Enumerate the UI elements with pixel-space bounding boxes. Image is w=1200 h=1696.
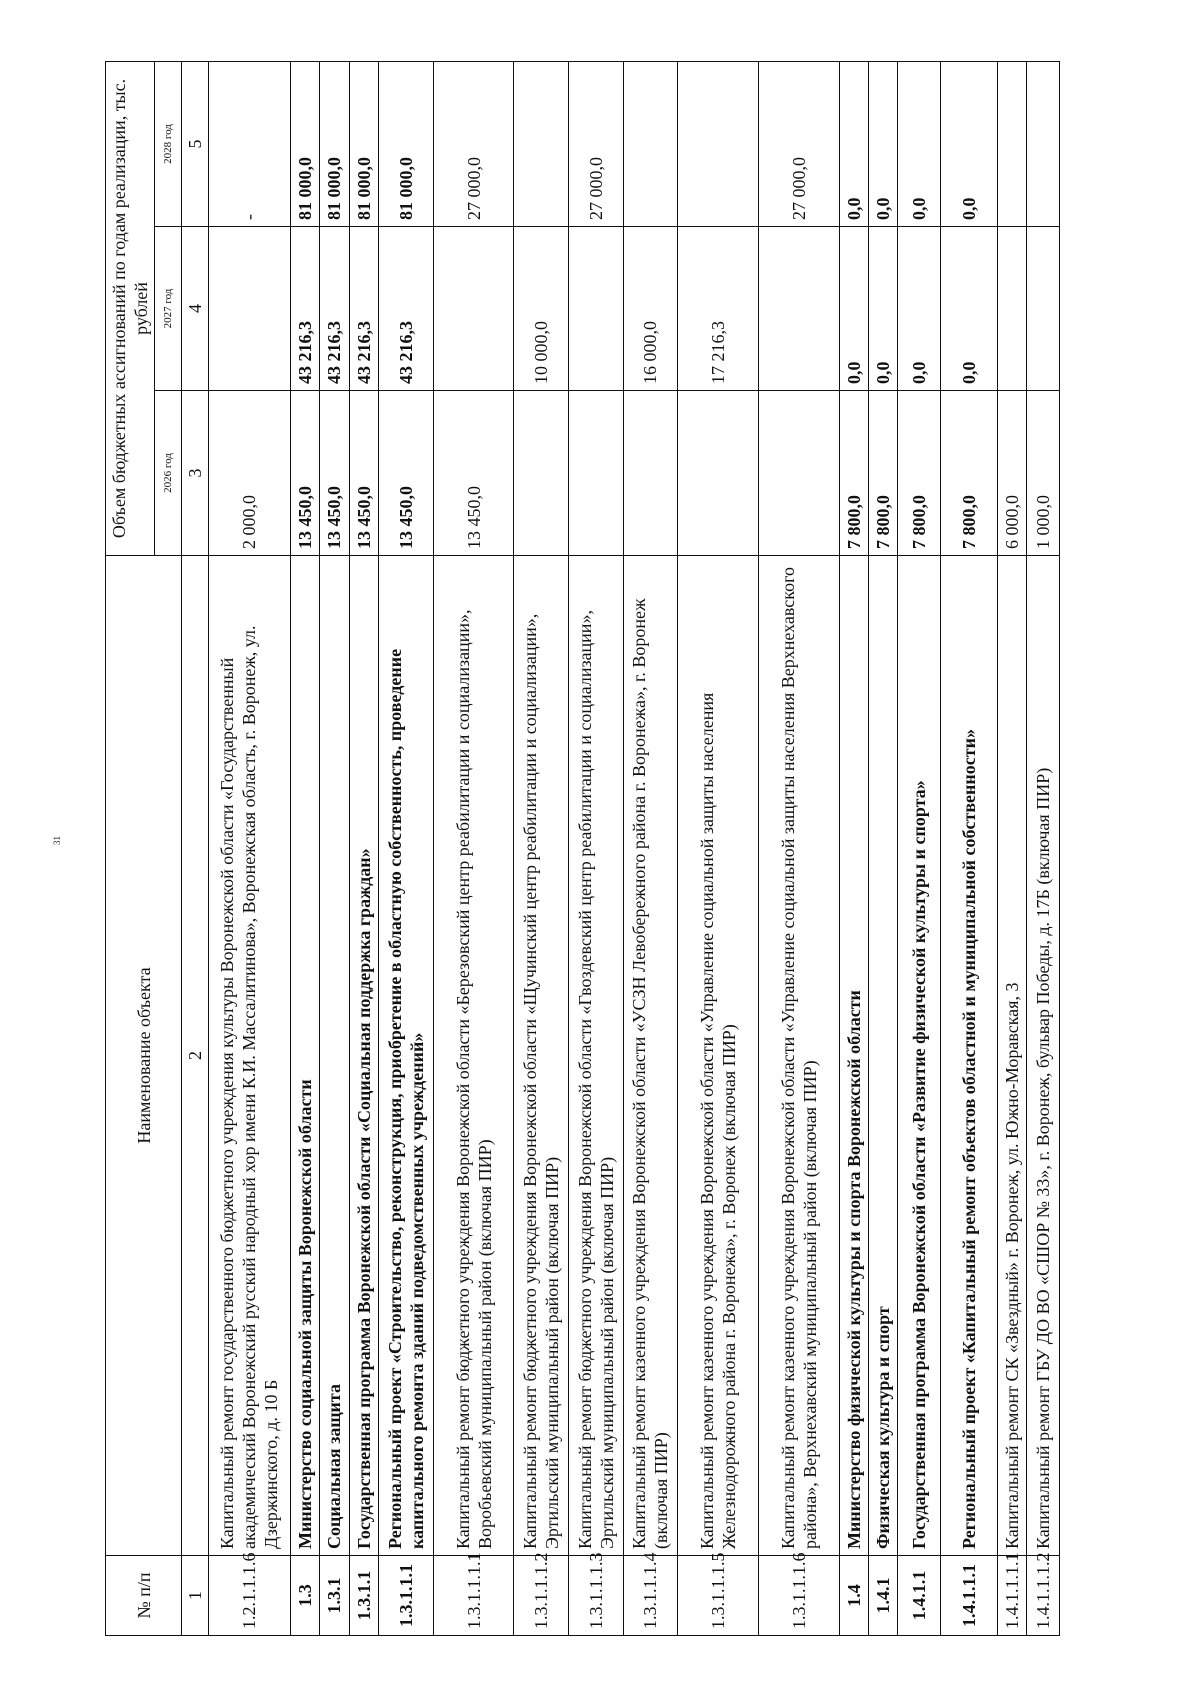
row-number: 1.3.1.1.1.6 bbox=[758, 1556, 839, 1636]
row-value-2026: 7 800,0 bbox=[839, 391, 868, 556]
row-object-name: Капитальный ремонт СК «Звездный» г. Воронеж, ул. Южно-Моравская, 3 bbox=[997, 556, 1026, 1556]
table-row bbox=[320, 62, 349, 1636]
row-object-name: Капитальный ремонт казенного учреждения Воронежской области «Управление социальной защиты населения Верхнехавского района», Верхнехавский муниципальный район (включая ПИР) bbox=[758, 556, 839, 1556]
row-value-2028: 0,0 bbox=[898, 62, 941, 227]
table-body bbox=[209, 62, 1060, 1636]
row-number: 1.3.1 bbox=[320, 1556, 349, 1636]
row-value-2028: 81 000,0 bbox=[290, 62, 319, 227]
row-value-2028: 81 000,0 bbox=[320, 62, 349, 227]
row-value-2027: 43 216,3 bbox=[379, 227, 434, 391]
table-row bbox=[379, 62, 434, 1636]
row-value-2027: 43 216,3 bbox=[320, 227, 349, 391]
row-value-2026 bbox=[678, 391, 759, 556]
row-value-2027: 43 216,3 bbox=[290, 227, 319, 391]
table-row bbox=[758, 62, 839, 1636]
row-value-2026: 7 800,0 bbox=[898, 391, 941, 556]
row-object-name: Капитальный ремонт бюджетного учреждения Воронежской области «Березовский центр реабилитации и социализации», Воробьевский муниципальный район (включая ПИР) bbox=[433, 556, 514, 1556]
row-value-2028 bbox=[514, 62, 569, 227]
row-number: 1.4.1.1.1.2 bbox=[1027, 1556, 1060, 1636]
row-value-2026: 13 450,0 bbox=[379, 391, 434, 556]
row-value-2027 bbox=[1027, 227, 1060, 391]
row-number: 1.3.1.1.1.2 bbox=[514, 1556, 569, 1636]
table-row bbox=[349, 62, 378, 1636]
row-object-name: Капитальный ремонт государственного бюджетного учреждения культуры Воронежской области «Государственный академический Воронежский русский народный хор имени К.И. Массалитинова», Воронежская область, г. Воронеж, ул. Дзержинского, д. 10 Б bbox=[209, 556, 291, 1556]
row-object-name: Капитальный ремонт бюджетного учреждения Воронежской области «Гвоздевский центр реабилитации и социализации», Эртильский муниципальный район (включая ПИР) bbox=[569, 556, 624, 1556]
header-year-2027: 2027 год bbox=[155, 227, 182, 391]
row-value-2027 bbox=[997, 227, 1026, 391]
row-value-2027: 0,0 bbox=[898, 227, 941, 391]
row-object-name: Государственная программа Воронежской области «Развитие физической культуры и спорта» bbox=[898, 556, 941, 1556]
row-value-2027: 0,0 bbox=[941, 227, 998, 391]
row-value-2028 bbox=[1027, 62, 1060, 227]
table-row bbox=[839, 62, 868, 1636]
budget-allocation-table bbox=[105, 61, 1060, 1636]
row-number: 1.3.1.1 bbox=[349, 1556, 378, 1636]
table-row bbox=[569, 62, 624, 1636]
table-row bbox=[514, 62, 569, 1636]
row-object-name: Капитальный ремонт казенного учреждения Воронежской области «Управление социальной защиты населения Железнодорожного района г. Воронежа», г. Воронеж (включая ПИР) bbox=[678, 556, 759, 1556]
row-value-2027: 16 000,0 bbox=[623, 227, 678, 391]
row-value-2026: 13 450,0 bbox=[349, 391, 378, 556]
row-value-2028 bbox=[623, 62, 678, 227]
row-value-2027: 10 000,0 bbox=[514, 227, 569, 391]
column-number: 3 bbox=[182, 391, 209, 556]
row-value-2028: - bbox=[209, 62, 291, 227]
row-value-2027: 17 216,3 bbox=[678, 227, 759, 391]
table-row bbox=[869, 62, 898, 1636]
table-row bbox=[678, 62, 759, 1636]
row-value-2026: 7 800,0 bbox=[941, 391, 998, 556]
row-number: 1.4 bbox=[839, 1556, 868, 1636]
row-value-2027 bbox=[433, 227, 514, 391]
row-value-2026: 13 450,0 bbox=[433, 391, 514, 556]
row-object-name: Государственная программа Воронежской области «Социальная поддержка граждан» bbox=[349, 556, 378, 1556]
row-value-2028: 81 000,0 bbox=[349, 62, 378, 227]
row-value-2026: 6 000,0 bbox=[997, 391, 1026, 556]
row-number: 1.4.1 bbox=[869, 1556, 898, 1636]
row-value-2027: 0,0 bbox=[839, 227, 868, 391]
row-number: 1.3.1.1.1.3 bbox=[569, 1556, 624, 1636]
row-value-2026 bbox=[514, 391, 569, 556]
row-number: 1.4.1.1 bbox=[898, 1556, 941, 1636]
table-row bbox=[433, 62, 514, 1636]
row-object-name: Социальная защита bbox=[320, 556, 349, 1556]
row-value-2028 bbox=[678, 62, 759, 227]
row-value-2028: 27 000,0 bbox=[433, 62, 514, 227]
table-row bbox=[997, 62, 1026, 1636]
row-value-2026 bbox=[623, 391, 678, 556]
row-value-2028: 0,0 bbox=[941, 62, 998, 227]
row-object-name: Физическая культура и спорт bbox=[869, 556, 898, 1556]
row-object-name: Министерство социальной защиты Воронежской области bbox=[290, 556, 319, 1556]
row-number: 1.2.1.1.1.6 bbox=[209, 1556, 291, 1636]
row-number: 1.3.1.1.1 bbox=[379, 1556, 434, 1636]
row-value-2028: 0,0 bbox=[869, 62, 898, 227]
row-value-2028: 81 000,0 bbox=[379, 62, 434, 227]
row-number: 1.3.1.1.1.5 bbox=[678, 1556, 759, 1636]
row-number: 1.4.1.1.1 bbox=[941, 1556, 998, 1636]
row-value-2027: 0,0 bbox=[869, 227, 898, 391]
row-object-name: Капитальный ремонт казенного учреждения Воронежской области «УСЗН Левобережного района г. Воронежа», г. Воронеж (включая ПИР) bbox=[623, 556, 678, 1556]
row-number: 1.3 bbox=[290, 1556, 319, 1636]
header-year-2028: 2028 год bbox=[155, 62, 182, 227]
row-object-name: Министерство физической культуры и спорта Воронежской области bbox=[839, 556, 868, 1556]
row-number: 1.3.1.1.1.4 bbox=[623, 1556, 678, 1636]
row-value-2027: 43 216,3 bbox=[349, 227, 378, 391]
row-value-2028: 27 000,0 bbox=[758, 62, 839, 227]
table-row bbox=[209, 62, 291, 1636]
table-row bbox=[1027, 62, 1060, 1636]
table-row bbox=[623, 62, 678, 1636]
table-row bbox=[290, 62, 319, 1636]
header-num: № п/п bbox=[106, 1556, 182, 1636]
row-value-2028: 27 000,0 bbox=[569, 62, 624, 227]
header-volume: Объем бюджетных ассигнований по годам реализации, тыс. рублей bbox=[106, 62, 155, 556]
budget-table-sheet bbox=[105, 62, 1060, 1636]
row-object-name: Региональный проект «Капитальный ремонт объектов областной и муниципальной собственности» bbox=[941, 556, 998, 1556]
row-value-2026: 2 000,0 bbox=[209, 391, 291, 556]
row-number: 1.3.1.1.1.1 bbox=[433, 1556, 514, 1636]
row-value-2028 bbox=[997, 62, 1026, 227]
row-value-2027 bbox=[758, 227, 839, 391]
row-number: 1.4.1.1.1.1 bbox=[997, 1556, 1026, 1636]
row-object-name: Региональный проект «Строительство, реконструкция, приобретение в областную собственность, проведение капитального ремонта зданий подведомственных учреждений» bbox=[379, 556, 434, 1556]
row-value-2026: 7 800,0 bbox=[869, 391, 898, 556]
row-value-2026 bbox=[758, 391, 839, 556]
page-number: 31 bbox=[52, 836, 62, 845]
row-object-name: Капитальный ремонт ГБУ ДО ВО «СШОР № 33», г. Воронеж, бульвар Победы, д. 17Б (включая ПИР) bbox=[1027, 556, 1060, 1556]
row-value-2026: 1 000,0 bbox=[1027, 391, 1060, 556]
column-number: 4 bbox=[182, 227, 209, 391]
table-row bbox=[941, 62, 998, 1636]
column-number: 2 bbox=[182, 556, 209, 1556]
row-value-2026: 13 450,0 bbox=[290, 391, 319, 556]
header-name: Наименование объекта bbox=[106, 556, 182, 1556]
row-value-2027 bbox=[569, 227, 624, 391]
column-number: 5 bbox=[182, 62, 209, 227]
row-object-name: Капитальный ремонт бюджетного учреждения Воронежской области «Щучинский центр реабилитации и социализации», Эртильский муниципальный район (включая ПИР) bbox=[514, 556, 569, 1556]
row-value-2027 bbox=[209, 227, 291, 391]
column-number: 1 bbox=[182, 1556, 209, 1636]
table-row bbox=[898, 62, 941, 1636]
row-value-2026: 13 450,0 bbox=[320, 391, 349, 556]
row-value-2028: 0,0 bbox=[839, 62, 868, 227]
row-value-2026 bbox=[569, 391, 624, 556]
header-year-2026: 2026 год bbox=[155, 391, 182, 556]
